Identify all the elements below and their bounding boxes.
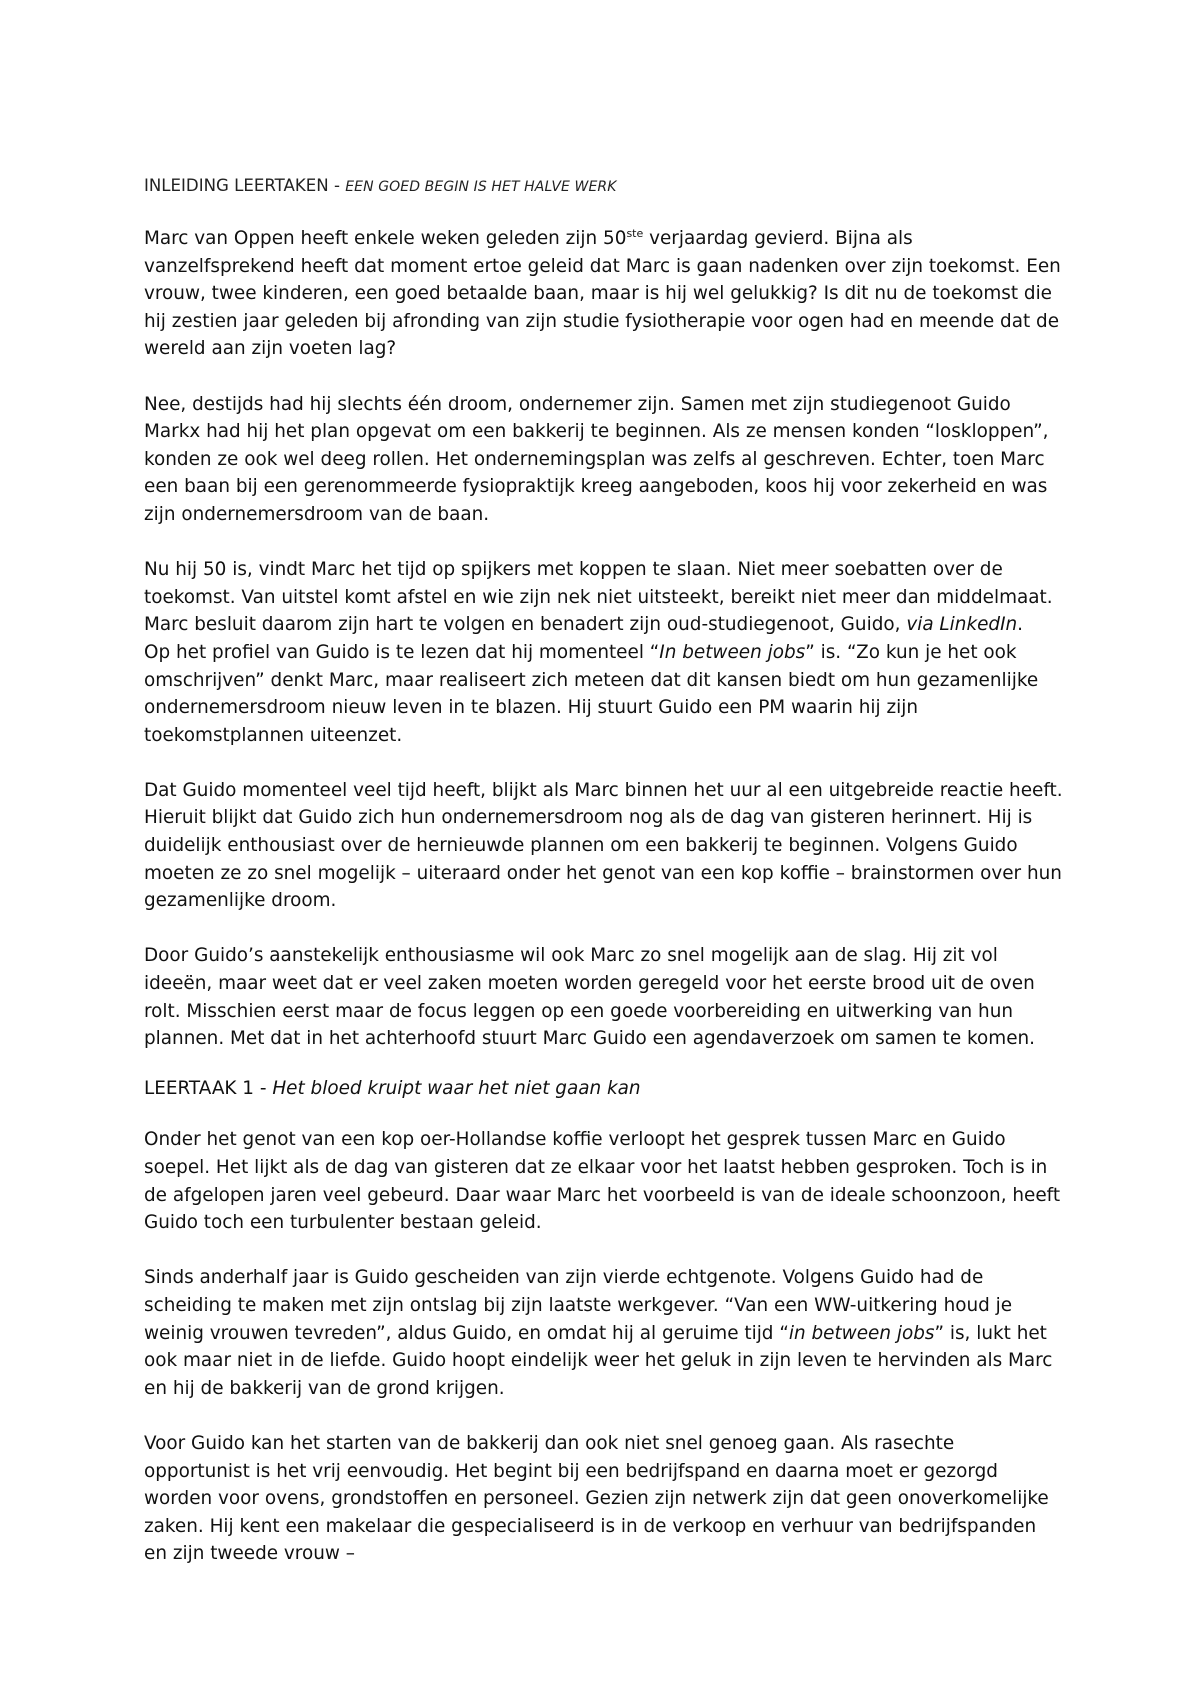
task1-heading-separator: - xyxy=(254,1077,273,1099)
spacer xyxy=(144,1237,1064,1265)
spacer xyxy=(144,1402,1064,1430)
paragraph-1-text-a: Marc van Oppen heeft enkele weken geleden zijn 50 xyxy=(144,228,627,249)
intro-heading-separator: - xyxy=(328,176,346,195)
paragraph-7 xyxy=(144,1264,1064,1402)
paragraph-3-text-a: Nu hij 50 is, vindt Marc het tijd op spijkers met koppen te slaan. Niet meer soebatten over de toekomst. Van uitstel komt afstel en wie zijn nek niet uitsteekt, bereikt niet meer dan middelmaat. Marc besluit daarom zijn hart te volgen en benadert zijn oud-studiegenoot, Guido, xyxy=(144,559,1053,636)
spacer xyxy=(144,749,1064,777)
document-page xyxy=(144,176,1064,1568)
paragraph-3 xyxy=(144,556,1064,749)
paragraph-3-text-b: . xyxy=(1017,614,1024,636)
paragraph-6: Onder het genot van een kop oer-Hollandse koffie verloopt het gesprek tussen Marc en Guido soepel. Het lijkt als de dag van gisteren dat ze elkaar voor het laatst hebben gesproken. Toch is in de afgelopen jaren veel gebeurd. Daar waar Marc het voorbeeld is van de ideale schoonzoon, heeft Guido toch een turbulenter bestaan geleid. xyxy=(144,1129,1061,1234)
paragraph-1-text-b: verjaardag gevierd. Bijna als vanzelfsprekend heeft dat moment ertoe geleid dat Marc is gaan nadenken over zijn toekomst. Een vrouw, twee kinderen, een goed betaalde baan, maar is hij wel gelukkig? Is dit nu de toekomst die hij zestien jaar geleden bij afronding van zijn studie fysiotherapie voor ogen had en meende dat de wereld aan zijn voeten lag? xyxy=(144,228,1061,360)
spacer xyxy=(144,1053,1064,1075)
spacer xyxy=(144,363,1064,391)
paragraph-7-text-b: ” is, lukt het ook maar niet in de liefde. Guido hoopt eindelijk weer het geluk in zijn leven te hervinden als Marc en hij de bakkerij van de grond krijgen. xyxy=(144,1322,1053,1399)
paragraph-3-text-c: Op het profiel van Guido is te lezen dat hij momenteel “ xyxy=(144,641,660,663)
paragraph-8: Voor Guido kan het starten van de bakkerij dan ook niet snel genoeg gaan. Als rasechte opportunist is het vrij eenvoudig. Het begint bij een bedrijfspand en daarna moet er gezorgd worden voor ovens, grondstoffen en personeel. Gezien zijn netwerk zijn dat geen onoverkomelijke zaken. Hij kent een makelaar die gespecialiseerd is in de verkoop en verhuur van bedrijfspanden en zijn tweede vrouw – xyxy=(144,1432,1049,1565)
paragraph-7-italic: in between jobs xyxy=(788,1322,935,1344)
task1-heading xyxy=(144,1075,1064,1103)
intro-heading-label: INLEIDING LEERTAKEN xyxy=(144,176,329,195)
paragraph-5: Door Guido’s aanstekelijk enthousiasme wil ook Marc zo snel mogelijk aan de slag. Hij zit vol ideeën, maar weet dat er veel zaken moeten worden geregeld voor het eerste brood uit de oven rolt. Misschien eerst maar de focus leggen op een goede voorbereiding en uitwerking van hun plannen. Met dat in het achterhoofd stuurt Marc Guido een agendaverzoek om samen te komen. xyxy=(144,945,1036,1050)
spacer xyxy=(144,529,1064,557)
intro-heading-subtitle: EEN GOED BEGIN IS HET HALVE WERK xyxy=(345,179,617,195)
paragraph-3-italic-2: In between jobs xyxy=(659,641,806,663)
spacer xyxy=(144,197,1064,225)
task1-heading-label: LEERTAAK 1 xyxy=(144,1077,255,1099)
paragraph-3-italic-1: via LinkedIn xyxy=(906,614,1018,636)
paragraph-7-text-a: Sinds anderhalf jaar is Guido gescheiden van zijn vierde echtgenote. Volgens Guido had de scheiding te maken met zijn ontslag bij zijn laatste werkgever. “Van een WW-uitkering houd je weinig vrouwen tevreden”, aldus Guido, en omdat hij al geruime tijd “ xyxy=(144,1267,1013,1344)
spacer xyxy=(144,915,1064,943)
paragraph-2: Nee, destijds had hij slechts één droom, ondernemer zijn. Samen met zijn studiegenoot Guido Markx had hij het plan opgevat om een bakkerij te beginnen. Als ze mensen konden “loskloppen”, konden ze ook wel deeg rollen. Het ondernemingsplan was zelfs al geschreven. Echter, toen Marc een baan bij een gerenommeerde fysiopraktijk kreeg aangeboden, koos hij voor zekerheid en was zijn ondernemersdroom van de baan. xyxy=(144,393,1049,525)
paragraph-4: Dat Guido momenteel veel tijd heeft, blijkt als Marc binnen het uur al een uitgebreide reactie heeft. Hieruit blijkt dat Guido zich hun ondernemersdroom nog als de dag van gisteren herinnert. Hij is duidelijk enthousiast over de hernieuwde plannen om een bakkerij te beginnen. Volgens Guido moeten ze zo snel mogelijk – uiteraard onder het genot van een kop koffie – brainstormen over hun gezamenlijke droom. xyxy=(144,779,1063,912)
paragraph-3-text-d: ” is. “Zo kun je het ook omschrijven” denkt Marc, maar realiseert zich meteen dat dit kansen biedt om hun gezamenlijke ondernemersdroom nieuw leven in te blazen. Hij stuurt Guido een PM waarin hij zijn toekomstplannen uiteenzet. xyxy=(144,641,1039,746)
task1-heading-subtitle: Het bloed kruipt waar het niet gaan kan xyxy=(272,1077,641,1099)
paragraph-1 xyxy=(144,225,1064,363)
ordinal-suffix: ste xyxy=(626,227,644,240)
intro-heading xyxy=(144,176,1064,197)
spacer xyxy=(144,1102,1064,1126)
